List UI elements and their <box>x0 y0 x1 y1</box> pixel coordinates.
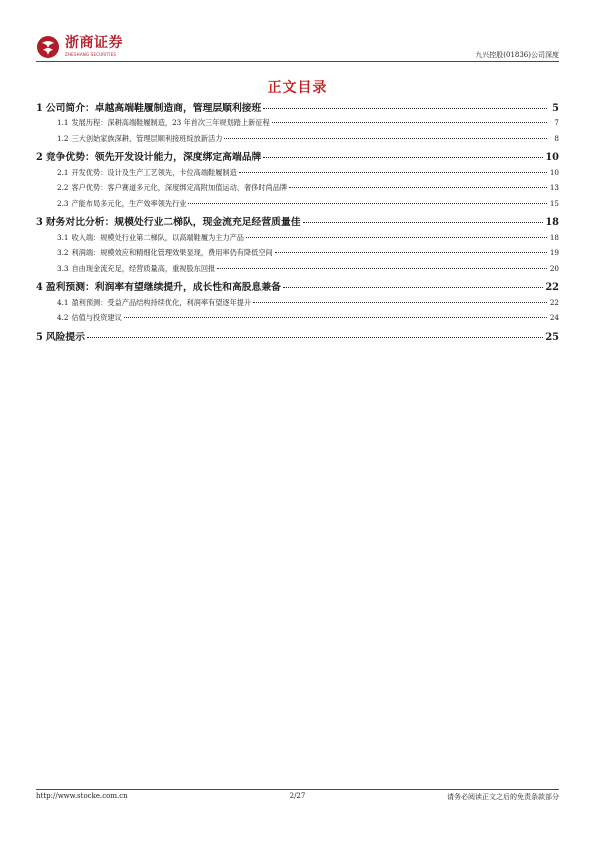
footer-page-number: 2/27 <box>289 792 306 800</box>
toc-entry-3-1[interactable] <box>36 233 559 249</box>
toc-entry-1-1[interactable] <box>36 118 559 134</box>
dot-leader <box>124 317 547 318</box>
toc-entry-2-1[interactable] <box>36 168 559 184</box>
toc-entry-page: 15 <box>549 198 559 208</box>
toc-entry-2[interactable] <box>36 149 559 167</box>
toc-entry-5[interactable] <box>36 329 559 347</box>
toc-entry-page: 13 <box>549 183 559 193</box>
toc-entry-number: 3.3 <box>57 263 69 273</box>
dot-leader <box>263 157 543 158</box>
logo-chinese-name: 浙商证券 <box>65 35 123 51</box>
toc-entry-text: 利润端：规模效应和精细化管理效果显现，费用率仍有降低空间 <box>71 248 273 258</box>
toc-entry-number: 3.1 <box>57 232 69 242</box>
company-logo <box>36 35 123 59</box>
dot-leader <box>246 237 547 238</box>
toc-entry-number: 3 <box>36 217 43 229</box>
toc-entry-number: 4.1 <box>57 297 69 307</box>
dot-leader <box>239 172 547 173</box>
toc-entry-text: 盈利预测：利润率有望继续提升，成长性和高股息兼备 <box>45 282 281 294</box>
toc-entry-page: 20 <box>549 263 559 273</box>
dot-leader <box>87 337 543 338</box>
toc-entry-number: 1.2 <box>57 133 69 143</box>
toc-entry-1-2[interactable] <box>36 134 559 150</box>
toc-entry-text: 财务对比分析：规模处行业二梯队，现金流充足经营质量佳 <box>45 217 301 229</box>
toc-entry-number: 1.1 <box>57 118 69 128</box>
toc-entry-2-3[interactable] <box>36 199 559 215</box>
toc-entry-number: 2.3 <box>57 198 69 208</box>
report-tag: 九兴控股(01836)公司深度 <box>475 51 559 59</box>
toc-title: 正文目录 <box>267 80 328 96</box>
toc-entry-number: 5 <box>36 331 43 343</box>
dot-leader <box>217 268 547 269</box>
toc-entry-3-3[interactable] <box>36 264 559 280</box>
toc-entry-page: 8 <box>554 133 559 143</box>
toc-entry-text: 开发优势：设计及生产工艺领先，卡位高端鞋履制造 <box>71 167 237 177</box>
toc-entry-2-2[interactable] <box>36 183 559 199</box>
dot-leader <box>253 302 547 303</box>
header-divider <box>36 61 559 62</box>
toc-entry-number: 2.2 <box>57 183 69 193</box>
toc-entry-number: 3.2 <box>57 248 69 258</box>
toc-entry-text: 自由现金流充足，经营质量高，重视股东回报 <box>71 263 216 273</box>
toc-entry-3-2[interactable] <box>36 248 559 264</box>
toc-entry-number: 2 <box>36 152 43 164</box>
toc-entry-page: 7 <box>554 118 559 128</box>
toc-entry-text: 公司简介：卓越高端鞋履制造商，管理层顺利接班 <box>45 103 262 114</box>
dot-leader <box>283 287 543 288</box>
toc-entry-text: 客户优势：客户赛道多元化，深度绑定高附加值运动、奢侈时尚品牌 <box>71 183 288 193</box>
toc-entry-page: 10 <box>545 152 559 164</box>
footer-divider <box>36 789 559 790</box>
logo-mark-icon <box>36 35 60 59</box>
toc-entry-text: 发展历程：深耕高端鞋履制造，23 年首次三年规划踏上新征程 <box>71 118 270 128</box>
dot-leader <box>275 252 547 253</box>
toc-entry-text: 产能布局多元化，生产效率领先行业 <box>71 198 187 208</box>
toc-entry-1[interactable] <box>36 100 559 118</box>
toc-entry-text: 竞争优势：领先开发设计能力，深度绑定高端品牌 <box>45 152 262 164</box>
toc-entry-page: 24 <box>549 313 559 323</box>
footer-disclaimer: 请务必阅读正文之后的免责条款部分 <box>447 793 559 801</box>
toc-entry-text: 风险提示 <box>45 331 86 343</box>
toc-entry-number: 2.1 <box>57 167 69 177</box>
toc-entry-page: 19 <box>549 248 559 258</box>
toc-entry-4-1[interactable] <box>36 298 559 314</box>
toc-entry-page: 10 <box>549 167 559 177</box>
logo-english-name: ZHESHANG SECURITIES <box>65 52 117 57</box>
toc-entry-4-2[interactable] <box>36 313 559 329</box>
dot-leader <box>224 138 547 139</box>
dot-leader <box>272 122 547 123</box>
toc-entry-page: 22 <box>549 297 559 307</box>
toc-entry-page: 18 <box>549 232 559 242</box>
page-footer <box>36 792 559 804</box>
toc-entry-3[interactable] <box>36 214 559 232</box>
toc-entry-text: 盈利预测：受益产品结构持续优化，利润率有望逐年提升 <box>71 297 252 307</box>
toc-entry-4[interactable] <box>36 279 559 297</box>
footer-url-link[interactable]: http://www.stocke.com.cn <box>36 792 128 800</box>
dot-leader <box>263 108 547 109</box>
toc-entry-page: 25 <box>545 331 559 343</box>
dot-leader <box>289 187 547 188</box>
toc-entry-number: 4 <box>36 282 43 294</box>
toc-entry-page: 22 <box>545 282 559 294</box>
table-of-contents <box>36 100 559 347</box>
toc-entry-text: 估值与投资建议 <box>71 313 122 323</box>
toc-entry-text: 三大创始家族深耕，管理层顺利接班绽放新活力 <box>71 133 223 143</box>
toc-entry-number: 4.2 <box>57 313 69 323</box>
dot-leader <box>188 203 547 204</box>
dot-leader <box>303 222 544 223</box>
toc-entry-page: 5 <box>552 103 559 114</box>
toc-entry-text: 收入端：规模处行业第二梯队，以高端鞋履为主力产品 <box>71 232 244 242</box>
toc-entry-page: 18 <box>545 217 559 229</box>
toc-entry-number: 1 <box>36 103 43 114</box>
